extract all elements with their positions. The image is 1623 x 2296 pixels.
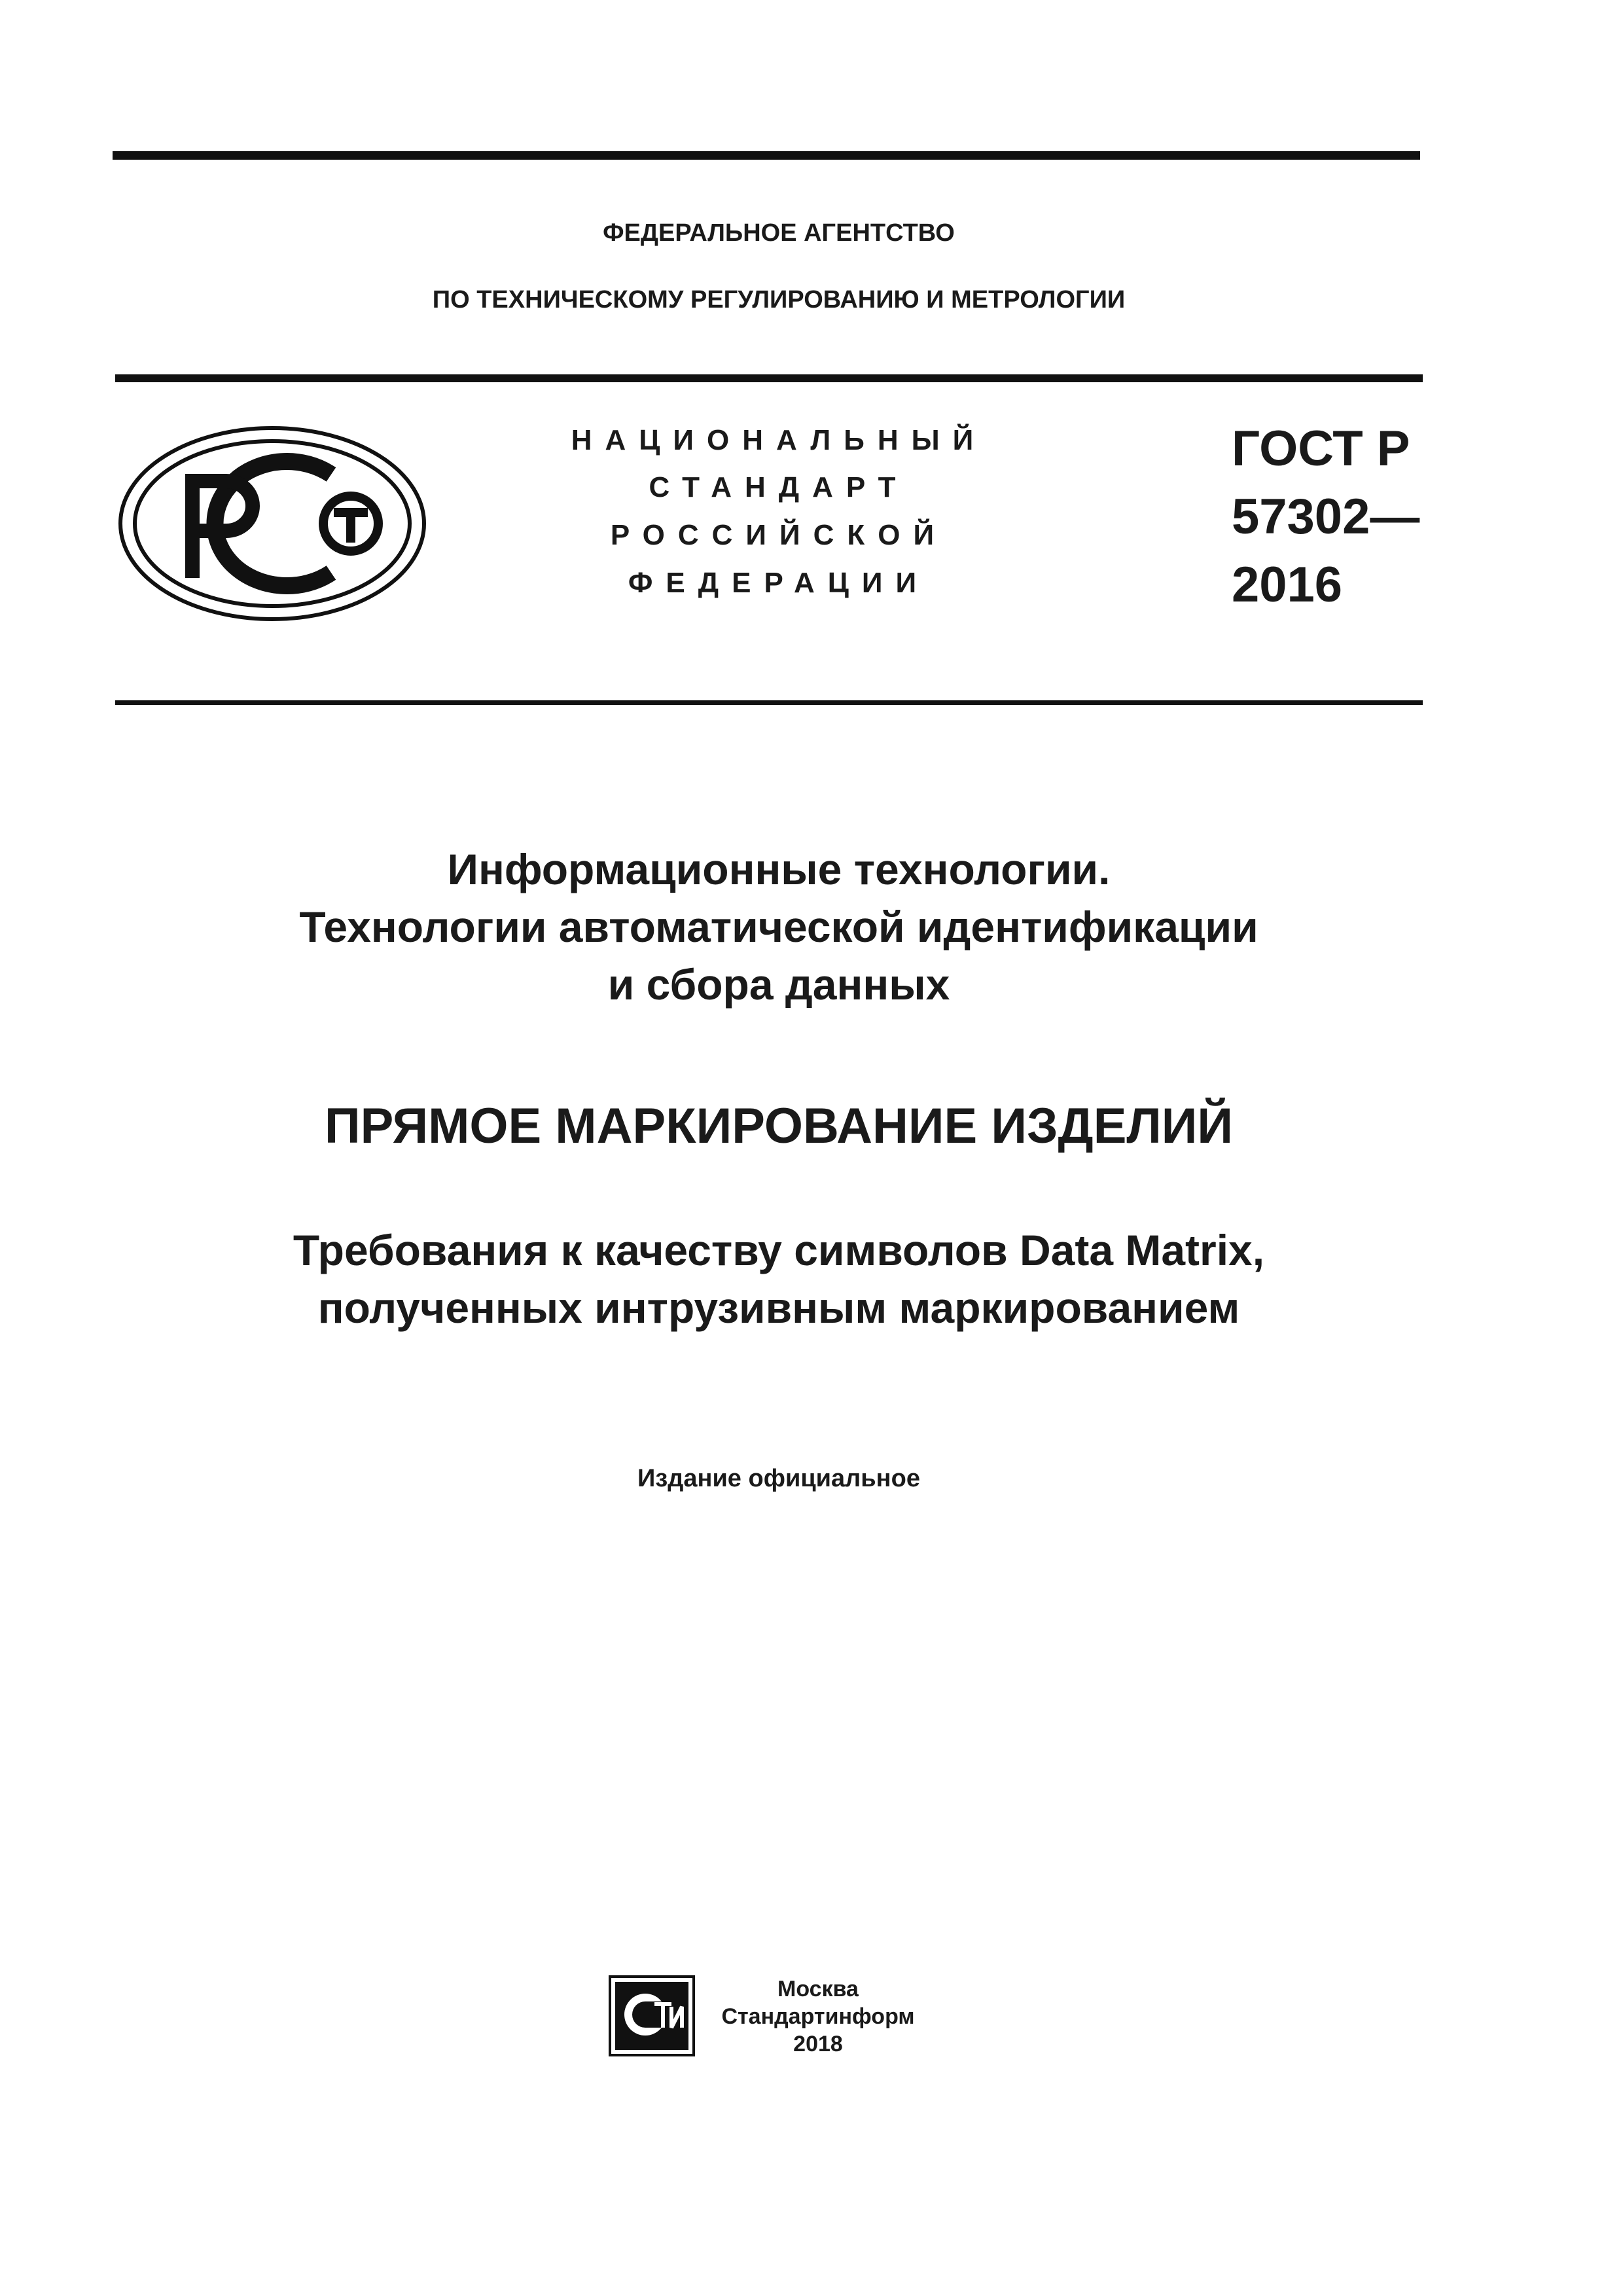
standard-type-line-4: ФЕДЕРАЦИИ [628, 567, 930, 599]
designation-line-1: ГОСТ Р [1232, 421, 1410, 476]
publisher-year: 2018 [793, 2032, 843, 2056]
standard-type-line-2: СТАНДАРТ [649, 471, 909, 503]
subtitle-line-1: Требования к качеству символов Data Matrix, [293, 1226, 1265, 1274]
publisher-name: Стандартинформ [721, 2004, 915, 2029]
standard-type-line-1: НАЦИОНАЛЬНЫЙ [571, 424, 987, 456]
top-rule [113, 151, 1420, 160]
header-rule [115, 374, 1423, 382]
main-title: ПРЯМОЕ МАРКИРОВАНИЕ ИЗДЕЛИЙ [325, 1098, 1233, 1154]
standard-type-line-3: РОССИЙСКОЙ [610, 519, 948, 551]
standartinform-logo-icon [609, 1975, 695, 2056]
edition-label: Издание официальное [637, 1465, 920, 1492]
agency-line-2: ПО ТЕХНИЧЕСКОМУ РЕГУЛИРОВАНИЮ И МЕТРОЛОГИИ [432, 286, 1126, 314]
subtitle-line-2: полученных интрузивным маркированием [317, 1283, 1240, 1332]
logo-lettering: РСТ [115, 422, 116, 423]
header-bottom-rule [115, 700, 1423, 705]
rst-gost-emblem-icon [115, 422, 429, 625]
designation-line-3: 2016 [1232, 557, 1343, 613]
publisher-city: Москва [777, 1977, 859, 2001]
designation-line-2: 57302— [1232, 489, 1420, 545]
title-line-2: Технологии автоматической идентификации [299, 903, 1258, 951]
title-line-3: и сбора данных [607, 960, 950, 1009]
agency-line-1: ФЕДЕРАЛЬНОЕ АГЕНТСТВО [603, 219, 955, 247]
title-line-1: Информационные технологии. [447, 845, 1111, 893]
